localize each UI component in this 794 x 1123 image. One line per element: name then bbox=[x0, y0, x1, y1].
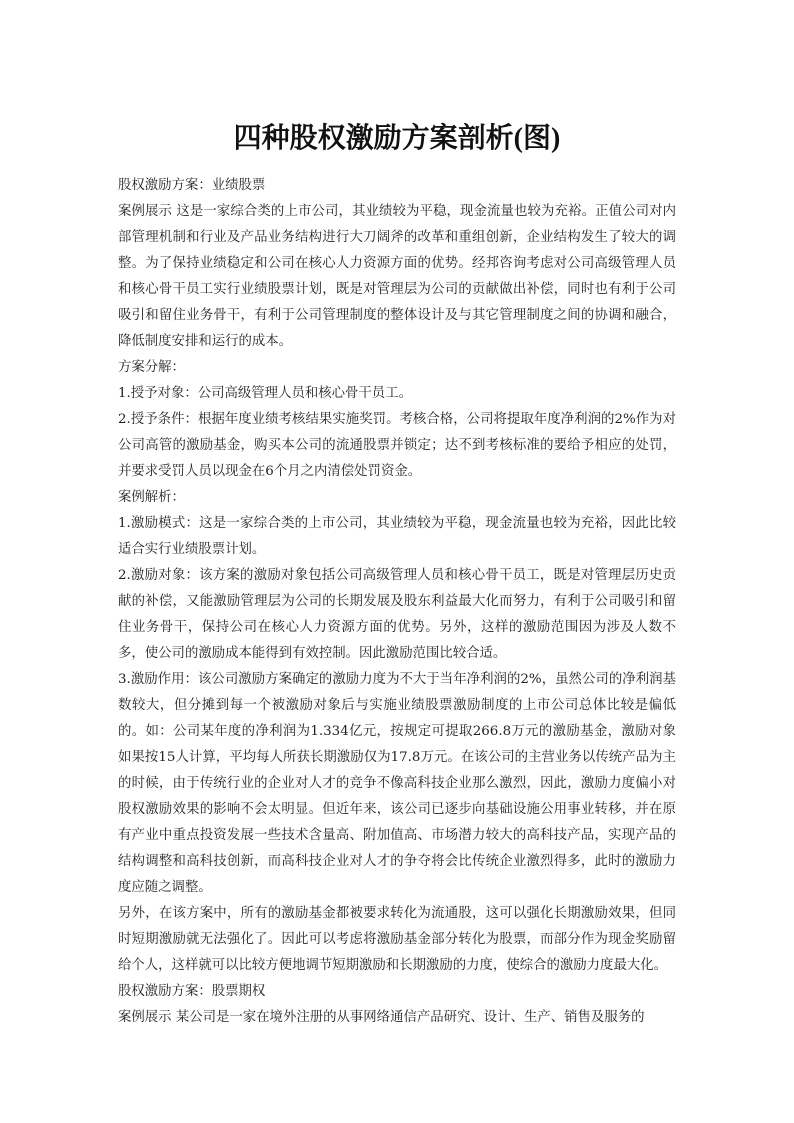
section-heading-stock-options: 股权激励方案：股票期权 bbox=[118, 984, 266, 999]
incentive-effect-item: 3.激励作用：该公司激励方案确定的激励力度为不大于当年净利润的2%，虽然公司的净利润基数较大，但分摊到每一个被激励对象后与实施业绩股票激励制度的上市公司总体比较是偏低的。如：公司某年度的净利润为1.334亿元，按规定可提取266.8万元的激励基金，激励对象如果按15人计算，平均每人所获长期激励仅为17.8万元。在该公司的主营业务以传统产品为主的时候，由于传统行业的企业对人才的竞争不像高科技企业那么激烈，因此，激励力度偏小对股权激励效果的影响不会太明显。但近年来，该公司已逐步向基础设施公用事业转移，并在原有产业中重点投资发展一些技术含量高、附加值高、市场潜力较大的高科技产品，实现产品的结构调整和高科技创新，而高科技企业对人才的争夺将会比传统企业激烈得多，此时的激励力度应随之调整。 bbox=[118, 672, 676, 895]
section-heading-performance-shares: 股权激励方案：业绩股票 bbox=[118, 178, 266, 193]
case-display-paragraph: 案例展示 这是一家综合类的上市公司，其业绩较为平稳，现金流量也较为充裕。正值公司对内部管理机制和行业及产品业务结构进行大刀阔斧的改革和重组创新，企业结构发生了较大的调整。为了保持业绩稳定和公司在核心人力资源方面的优势。经邦咨询考虑对公司高级管理人员和核心骨干员工实行业绩股票计划，既是对管理层为公司的贡献做出补偿，同时也有利于公司吸引和留住业务骨干，有利于公司管理制度的整体设计及与其它管理制度之间的协调和融合，降低制度安排和运行的成本。 bbox=[118, 204, 676, 349]
additional-note-paragraph: 另外，在该方案中，所有的激励基金都被要求转化为流通股，这可以强化长期激励效果，但同时短期激励就无法强化了。因此可以考虑将激励基金部分转化为股票，而部分作为现金奖励留给个人，这样就可以比较方便地调节短期激励和长期激励的力度，使综合的激励力度最大化。 bbox=[118, 906, 676, 973]
grant-target-item: 1.授予对象：公司高级管理人员和核心骨干员工。 bbox=[118, 386, 412, 401]
plan-breakdown-heading: 方案分解： bbox=[118, 360, 185, 375]
grant-condition-item: 2.授予条件：根据年度业绩考核结果实施奖罚。考核合格，公司将提取年度净利润的2%作为对公司高管的激励基金，购买本公司的流通股票并锁定；达不到考核标准的要给予相应的处罚，并要求受罚人员以现金在6个月之内清偿处罚资金。 bbox=[118, 412, 676, 479]
document-title: 四种股权激励方案剖析(图) bbox=[233, 123, 561, 154]
case-analysis-heading: 案例解析： bbox=[118, 490, 185, 505]
incentive-mode-item: 1.激励模式：这是一家综合类的上市公司，其业绩较为平稳，现金流量也较为充裕，因此比较适合实行业绩股票计划。 bbox=[118, 516, 676, 557]
case-display-paragraph-2: 案例展示 某公司是一家在境外注册的从事网络通信产品研究、设计、生产、销售及服务的 bbox=[118, 1010, 645, 1025]
incentive-target-item: 2.激励对象：该方案的激励对象包括公司高级管理人员和核心骨干员工，既是对管理层历史贡献的补偿，又能激励管理层为公司的长期发展及股东利益最大化而努力，有利于公司吸引和留住业务骨干，保持公司在核心人力资源方面的优势。另外，这样的激励范围因为涉及人数不多，使公司的激励成本能得到有效控制。因此激励范围比较合适。 bbox=[118, 568, 676, 661]
document-body bbox=[118, 173, 676, 1031]
